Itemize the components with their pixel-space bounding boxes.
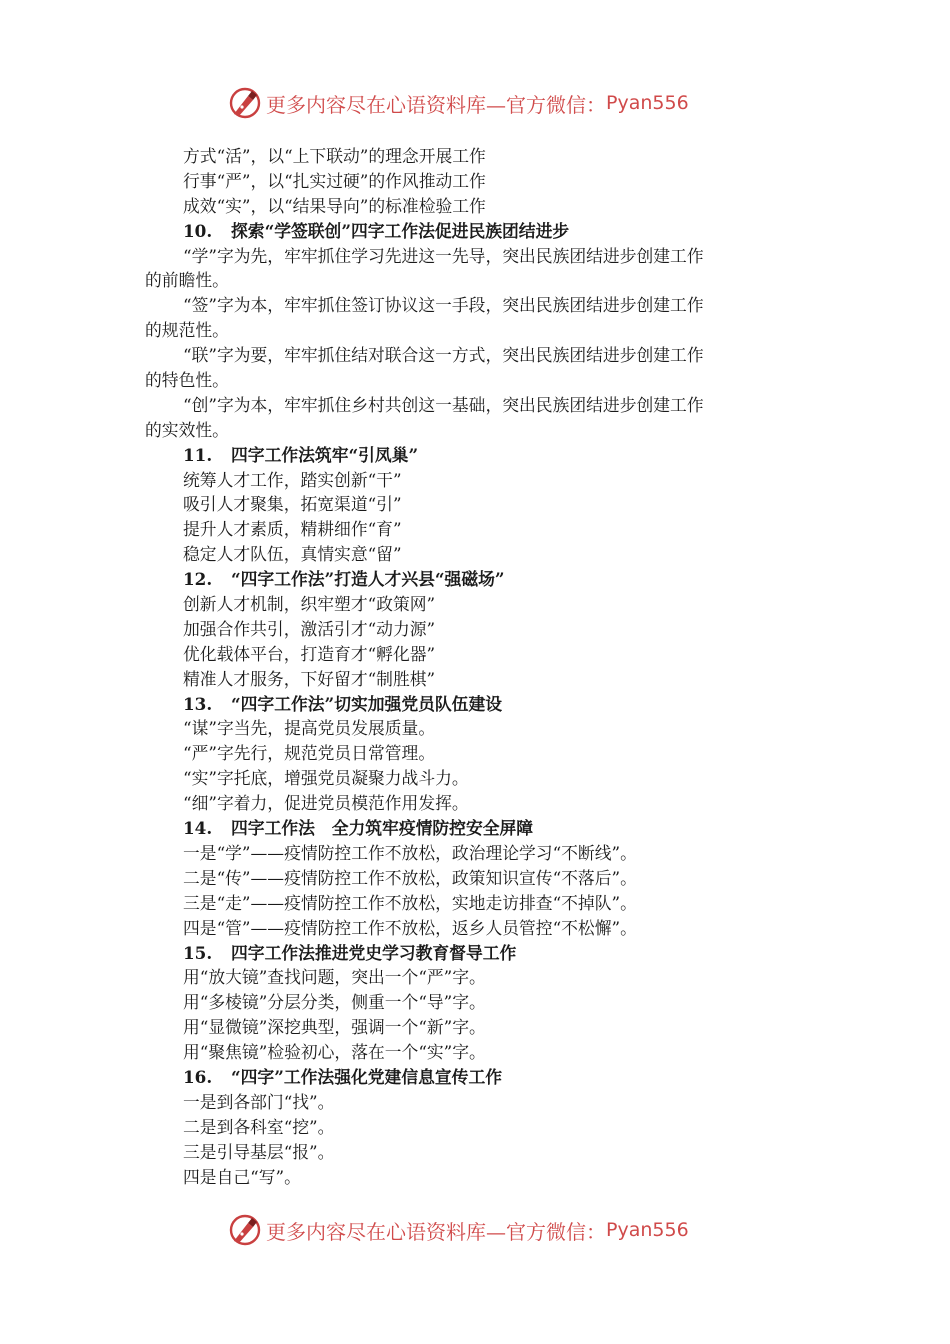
list-item: 一是“学”——疫情防控工作不放松，政治理论学习“不断线”。	[183, 842, 637, 863]
list-item: “严”字先行，规范党员日常管理。	[183, 743, 436, 764]
list-item: 行事“严”，以“扎实过硬”的作风推动工作	[183, 170, 486, 191]
banner-text: 更多内容尽在心语资料库—官方微信：	[266, 92, 606, 117]
section-title: 探索“学签联创”四字工作法促进民族团结进步	[231, 220, 570, 241]
section-number: 10.	[183, 220, 213, 241]
section-title: 四字工作法筑牢“引凤巢”	[231, 444, 419, 465]
paragraph-continuation: 的前瞻性。	[145, 270, 229, 291]
section-title: 四字工作法推进党史学习教育督导工作	[231, 942, 517, 963]
list-item: 用“聚焦镜”检验初心，落在一个“实”字。	[183, 1042, 486, 1063]
section-heading	[145, 692, 807, 717]
list-item: 三是引导基层“报”。	[183, 1141, 335, 1162]
list-item: 提升人才素质，精耕细作“育”	[183, 519, 402, 540]
list-item: 方式“活”，以“上下联动”的理念开展工作	[183, 146, 486, 166]
section-number: 12.	[183, 569, 213, 590]
list-item: 四是“管”——疫情防控工作不放松，返乡人员管控“不松懈”。	[183, 917, 637, 938]
list-item: 优化载体平台，打造育才“孵化器”	[183, 643, 436, 664]
section-heading	[145, 443, 807, 468]
paragraph-continuation: 的规范性。	[145, 320, 229, 341]
section-title: “四字工作法”打造人才兴县“强磁场”	[231, 569, 505, 590]
section-number: 16.	[183, 1066, 213, 1087]
list-item: “谋”字当先，提高党员发展质量。	[183, 718, 436, 739]
header-banner	[228, 86, 689, 120]
list-item: 四是自己“写”。	[183, 1166, 301, 1187]
list-item: 统筹人才工作，踏实创新“干”	[183, 469, 402, 490]
section-title: “四字工作法”切实加强党员队伍建设	[231, 693, 503, 714]
list-item: 创新人才机制，织牢塑才“政策网”	[183, 594, 436, 615]
section-heading	[145, 567, 807, 592]
paragraph-continuation: 的实效性。	[145, 419, 229, 440]
paragraph-line: “签”字为本，牢牢抓住签订协议这一手段，突出民族团结进步创建工作	[183, 295, 704, 316]
banner-text: 更多内容尽在心语资料库—官方微信：	[266, 1219, 606, 1244]
paragraph-line: “创”字为本，牢牢抓住乡村共创这一基础，突出民族团结进步创建工作	[183, 394, 704, 415]
section-title: 四字工作法 全力筑牢疫情防控安全屏障	[231, 818, 534, 839]
list-item: 加强合作共引，激活引才“动力源”	[183, 618, 436, 639]
pen-nib-circle-icon	[228, 1213, 262, 1247]
list-item: 二是“传”——疫情防控工作不放松，政策知识宣传“不落后”。	[183, 867, 637, 888]
list-item: “实”字托底，增强党员凝聚力战斗力。	[183, 768, 469, 789]
list-item: 成效“实”，以“结果导向”的标准检验工作	[183, 195, 486, 216]
list-item: 二是到各科室“挖”。	[183, 1116, 335, 1137]
list-item: 稳定人才队伍，真情实意“留”	[183, 544, 402, 565]
list-item: 用“显微镜”深挖典型，强调一个“新”字。	[183, 1017, 486, 1038]
section-heading	[145, 219, 807, 244]
section-number: 13.	[183, 693, 213, 714]
banner-wechat-id: Pyan556	[606, 1219, 689, 1241]
paragraph-line: “联”字为要，牢牢抓住结对联合这一方式，突出民族团结进步创建工作	[183, 345, 704, 366]
footer-banner	[228, 1213, 689, 1247]
section-heading	[145, 1065, 807, 1090]
pen-nib-circle-icon	[228, 86, 262, 120]
section-number: 15.	[183, 942, 213, 963]
section-title: “四字”工作法强化党建信息宣传工作	[231, 1066, 503, 1087]
document-body	[145, 144, 807, 1189]
list-item: 用“放大镜”查找问题，突出一个“严”字。	[183, 967, 486, 988]
list-item: “细”字着力，促进党员模范作用发挥。	[183, 793, 469, 814]
list-item: 用“多棱镜”分层分类，侧重一个“导”字。	[183, 992, 486, 1013]
section-heading	[145, 941, 807, 966]
paragraph-continuation: 的特色性。	[145, 370, 229, 391]
list-item: 三是“走”——疫情防控工作不放松，实地走访排查“不掉队”。	[183, 892, 637, 913]
paragraph-line: “学”字为先，牢牢抓住学习先进这一先导，突出民族团结进步创建工作	[183, 245, 704, 266]
section-number: 14.	[183, 818, 213, 839]
section-heading	[145, 816, 807, 841]
section-number: 11.	[183, 444, 213, 465]
banner-wechat-id: Pyan556	[606, 92, 689, 114]
list-item: 吸引人才聚集，拓宽渠道“引”	[183, 494, 402, 515]
list-item: 一是到各部门“找”。	[183, 1091, 335, 1112]
list-item: 精准人才服务，下好留才“制胜棋”	[183, 668, 436, 689]
